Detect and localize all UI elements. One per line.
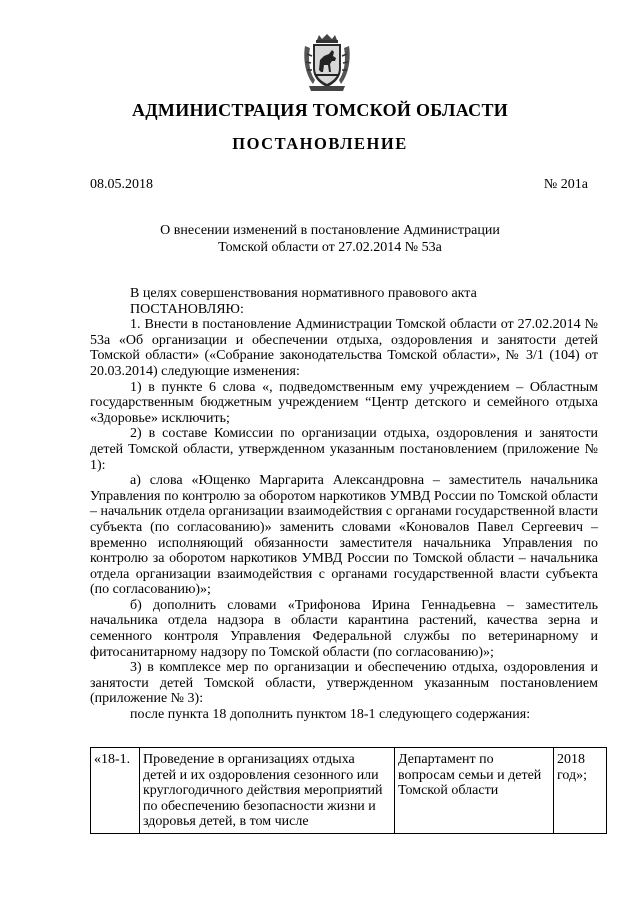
amendment-table (90, 747, 607, 834)
paragraph-1-2-a: а) слова «Ющенко Маргарита Александровна – заместитель начальника Управления по контролю за оборотом наркотиков УМВД России по Томской области – начальник отдела организации взаимодействия с органами государственной власти субъекта (по согласованию)» заменить словами «Коновалов Павел Сергеевич – временно исполняющий обязанности заместителя начальника Управления по контролю за оборотом наркотиков УМВД России по Томской области – начальника отдела организации взаимодействия с органами государственной власти субъекта (по согласованию)»; (90, 473, 598, 598)
paragraph-1-2: 2) в составе Комиссии по организации отдыха, оздоровления и занятости детей Томской области, утвержденном указанным постановлением (приложение № 1): (90, 426, 598, 473)
preamble: В целях совершенствования нормативного правового акта (130, 286, 477, 301)
paragraph-1-2-b: б) дополнить словами «Трифонова Ирина Геннадьевна – заместитель начальника отдела надзора в области карантина растений, качества зерна и семенного контроля Управления Федеральной службы по ветеринарному и фитосанитарному надзору по Томской области (по согласованию)»; (90, 597, 598, 660)
document-date: 08.05.2018 (90, 177, 153, 192)
document-number: № 201а (543, 177, 588, 192)
paragraph-1-3-intro: после пункта 18 дополнить пунктом 18-1 следующего содержания: (130, 707, 531, 723)
subject-line-2: Томской области от 27.02.2014 № 53а (218, 240, 442, 255)
organization-title: АДМИНИСТРАЦИЯ ТОМСКОЙ ОБЛАСТИ (131, 100, 509, 120)
coat-of-arms-emblem (303, 34, 351, 92)
paragraph-1-1: 1) в пункте 6 слова «, подведомственным ему учреждением – Областным государственным бюджетным учреждением “Центр детского и семейного отдыха «Здоровье» исключить; (90, 379, 598, 426)
term-cell: 2018 год»; (554, 748, 607, 834)
table-row (91, 748, 607, 834)
paragraph-1-3: 3) в комплексе мер по организации и обеспечению отдыха, оздоровления и занятости детей Томской области, утвержденном указанным постановлением (приложение № 3): (90, 660, 598, 707)
responsible-cell: Департамент по вопросам семьи и детей Томской области (395, 748, 554, 834)
item-number-cell: «18-1. (91, 748, 140, 834)
document-subject (140, 222, 520, 256)
subject-line-1: О внесении изменений в постановление Администрации (160, 223, 500, 238)
document-body (90, 286, 598, 723)
ruling-word: ПОСТАНОВЛЯЮ: (130, 301, 244, 317)
paragraph-1: 1. Внести в постановление Администрации Томской области от 27.02.2014 № 53а «Об организации и обеспечении отдыха, оздоровления и занятости детей Томской области» («Собрание законодательства Томской области», № 3/1 (104) от 20.03.2014) следующие изменения: (90, 317, 598, 379)
document-type-heading: ПОСТАНОВЛЕНИЕ (232, 134, 408, 153)
action-cell: Проведение в организациях отдыха детей и их оздоровления сезонного или круглогодичного действия мероприятий по обеспечению безопасности жизни и здоровья детей, в том числе (140, 748, 395, 834)
